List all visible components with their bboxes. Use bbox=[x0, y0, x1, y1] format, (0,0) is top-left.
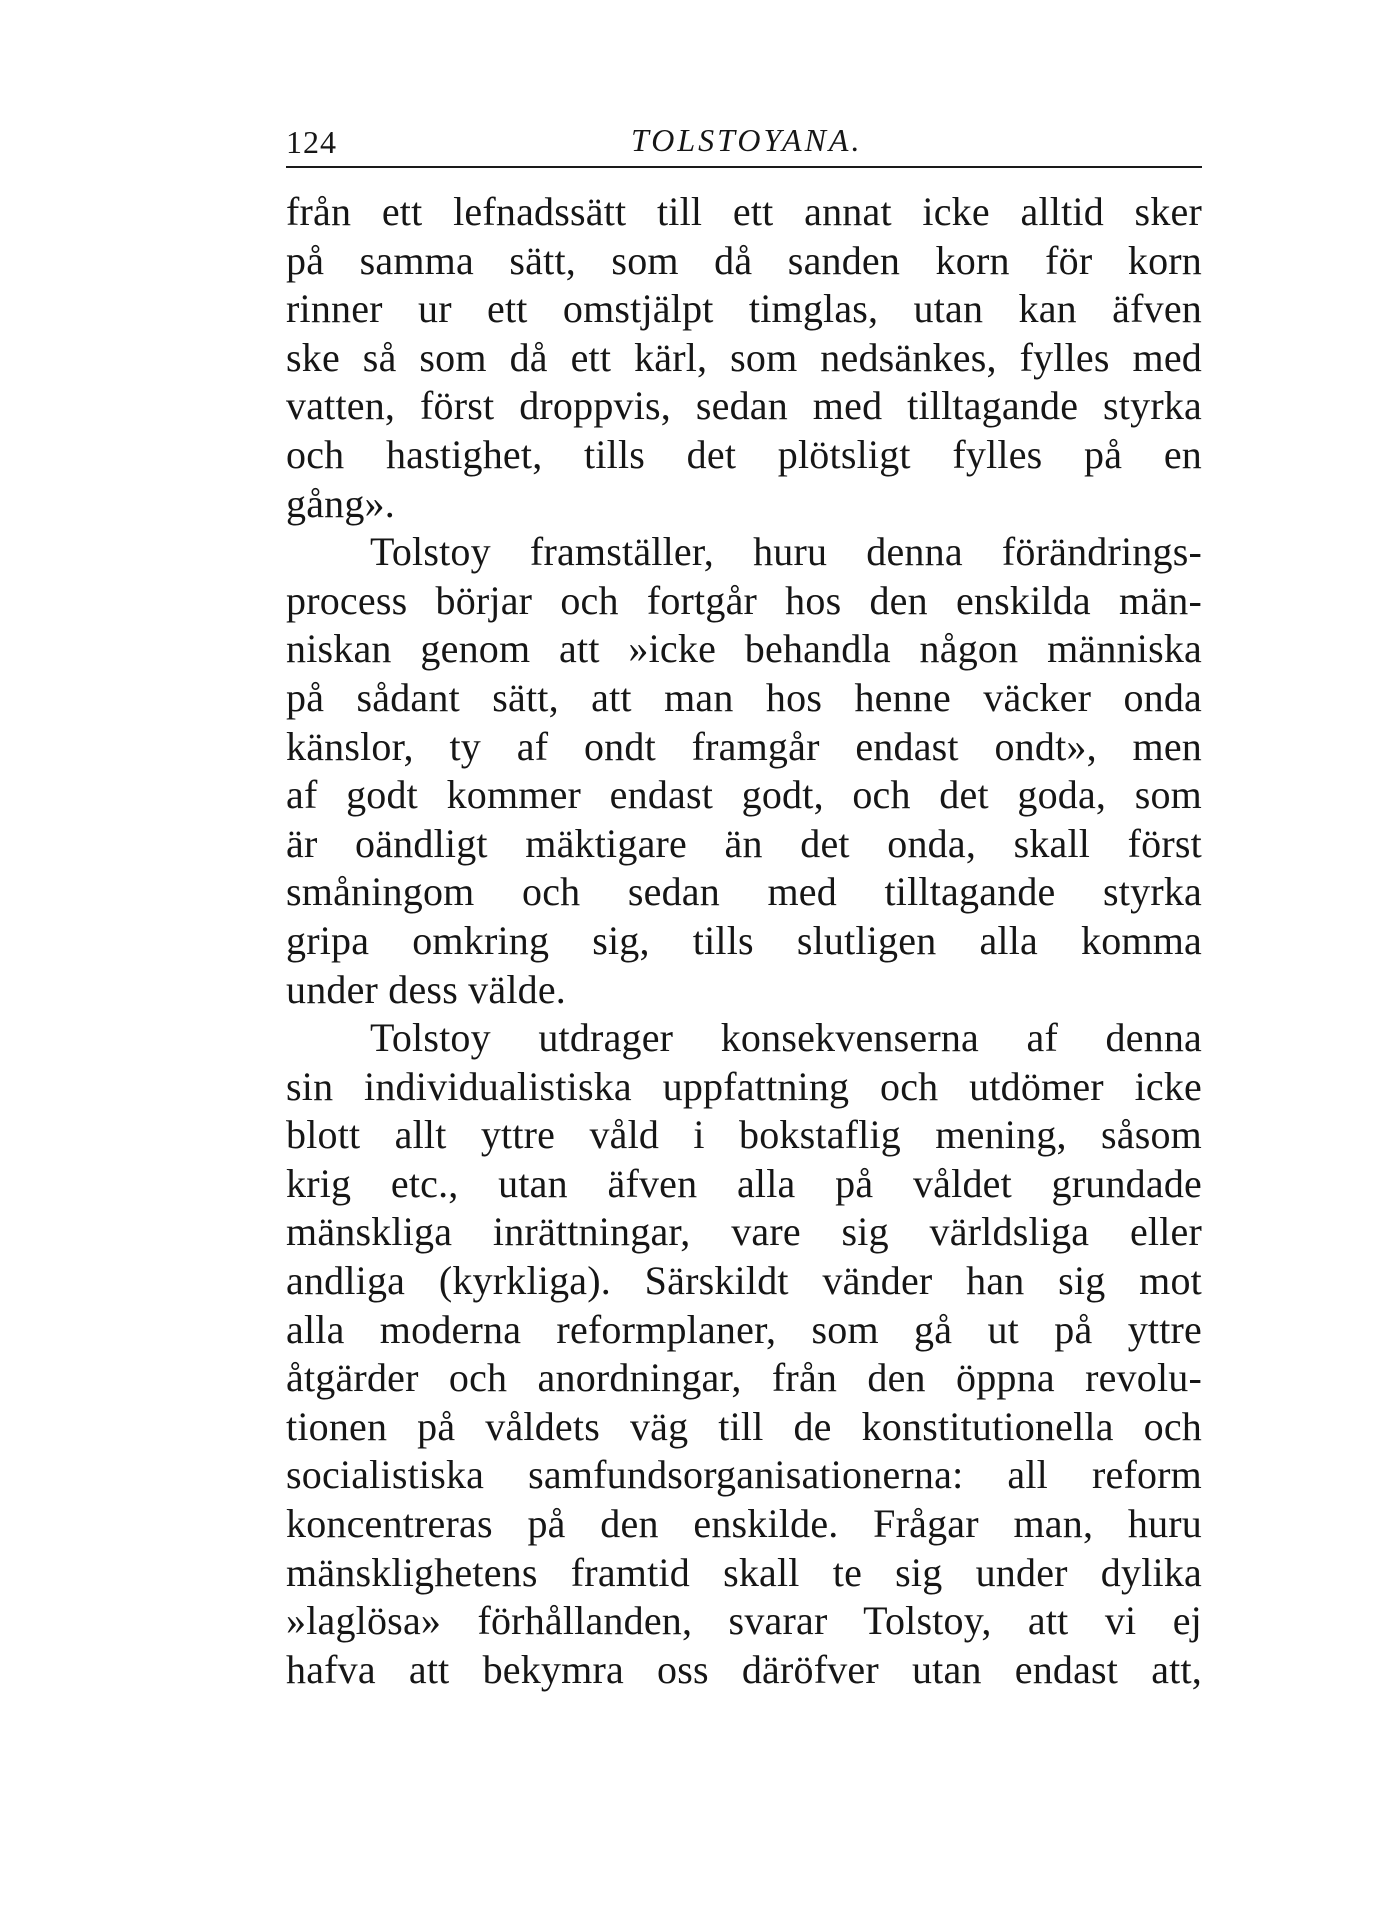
text-line: på samma sätt, som då sanden korn för korn bbox=[286, 237, 1202, 283]
text-line: är oändligt mäktigare än det onda, skall först bbox=[286, 820, 1202, 866]
text-line: process börjar och fortgår hos den enskilda män- bbox=[286, 577, 1202, 623]
text-line: känslor, ty af ondt framgår endast ondt», men bbox=[286, 723, 1202, 769]
text-line: »laglösa» förhållanden, svarar Tolstoy, att vi ej bbox=[286, 1598, 1202, 1644]
header-rule bbox=[286, 166, 1202, 168]
page-number: 124 bbox=[286, 124, 337, 160]
text-line: sin individualistiska uppfattning och utdömer icke bbox=[286, 1063, 1202, 1109]
text-line: gång». bbox=[286, 480, 395, 526]
text-line: hafva att bekymra oss däröfver utan endast att, bbox=[286, 1646, 1202, 1692]
running-title: TOLSTOYANA. bbox=[631, 122, 863, 158]
text-line: under dess välde. bbox=[286, 966, 566, 1012]
text-line: koncentreras på den enskilde. Frågar man, huru bbox=[286, 1501, 1202, 1547]
text-line: Tolstoy framställer, huru denna förändrings- bbox=[370, 529, 1202, 575]
running-head bbox=[286, 116, 1202, 166]
text-line: blott allt yttre våld i bokstaflig mening, såsom bbox=[286, 1112, 1202, 1158]
text-line: och hastighet, tills det plötsligt fylles på en bbox=[286, 431, 1202, 477]
text-line: tionen på våldets väg till de konstitutionella och bbox=[286, 1403, 1202, 1449]
body-text bbox=[286, 188, 1202, 1694]
text-line: från ett lefnadssätt till ett annat icke alltid sker bbox=[286, 189, 1202, 234]
text-line: på sådant sätt, att man hos henne väcker onda bbox=[286, 674, 1202, 720]
text-line: mänsklighetens framtid skall te sig under dylika bbox=[286, 1549, 1202, 1595]
text-line: åtgärder och anordningar, från den öppna revolu- bbox=[286, 1355, 1202, 1401]
text-line: gripa omkring sig, tills slutligen alla komma bbox=[286, 917, 1202, 963]
text-line: vatten, först droppvis, sedan med tilltagande styrka bbox=[286, 383, 1202, 429]
text-line: niskan genom att »icke behandla någon människa bbox=[286, 626, 1202, 672]
text-line: Tolstoy utdrager konsekvenserna af denna bbox=[370, 1015, 1202, 1061]
text-line: af godt kommer endast godt, och det goda, som bbox=[286, 772, 1202, 818]
text-line: ske så som då ett kärl, som nedsänkes, fylles med bbox=[286, 334, 1202, 380]
text-line: mänskliga inrättningar, vare sig världsliga eller bbox=[286, 1209, 1202, 1255]
text-line: alla moderna reformplaner, som gå ut på yttre bbox=[286, 1306, 1202, 1352]
text-line: socialistiska samfundsorganisationerna: all reform bbox=[286, 1452, 1202, 1498]
text-line: krig etc., utan äfven alla på våldet grundade bbox=[286, 1160, 1202, 1206]
text-line: småningom och sedan med tilltagande styrka bbox=[286, 869, 1202, 915]
text-line: rinner ur ett omstjälpt timglas, utan kan äfven bbox=[286, 286, 1202, 332]
text-line: andliga (kyrkliga). Särskildt vänder han sig mot bbox=[286, 1258, 1202, 1304]
